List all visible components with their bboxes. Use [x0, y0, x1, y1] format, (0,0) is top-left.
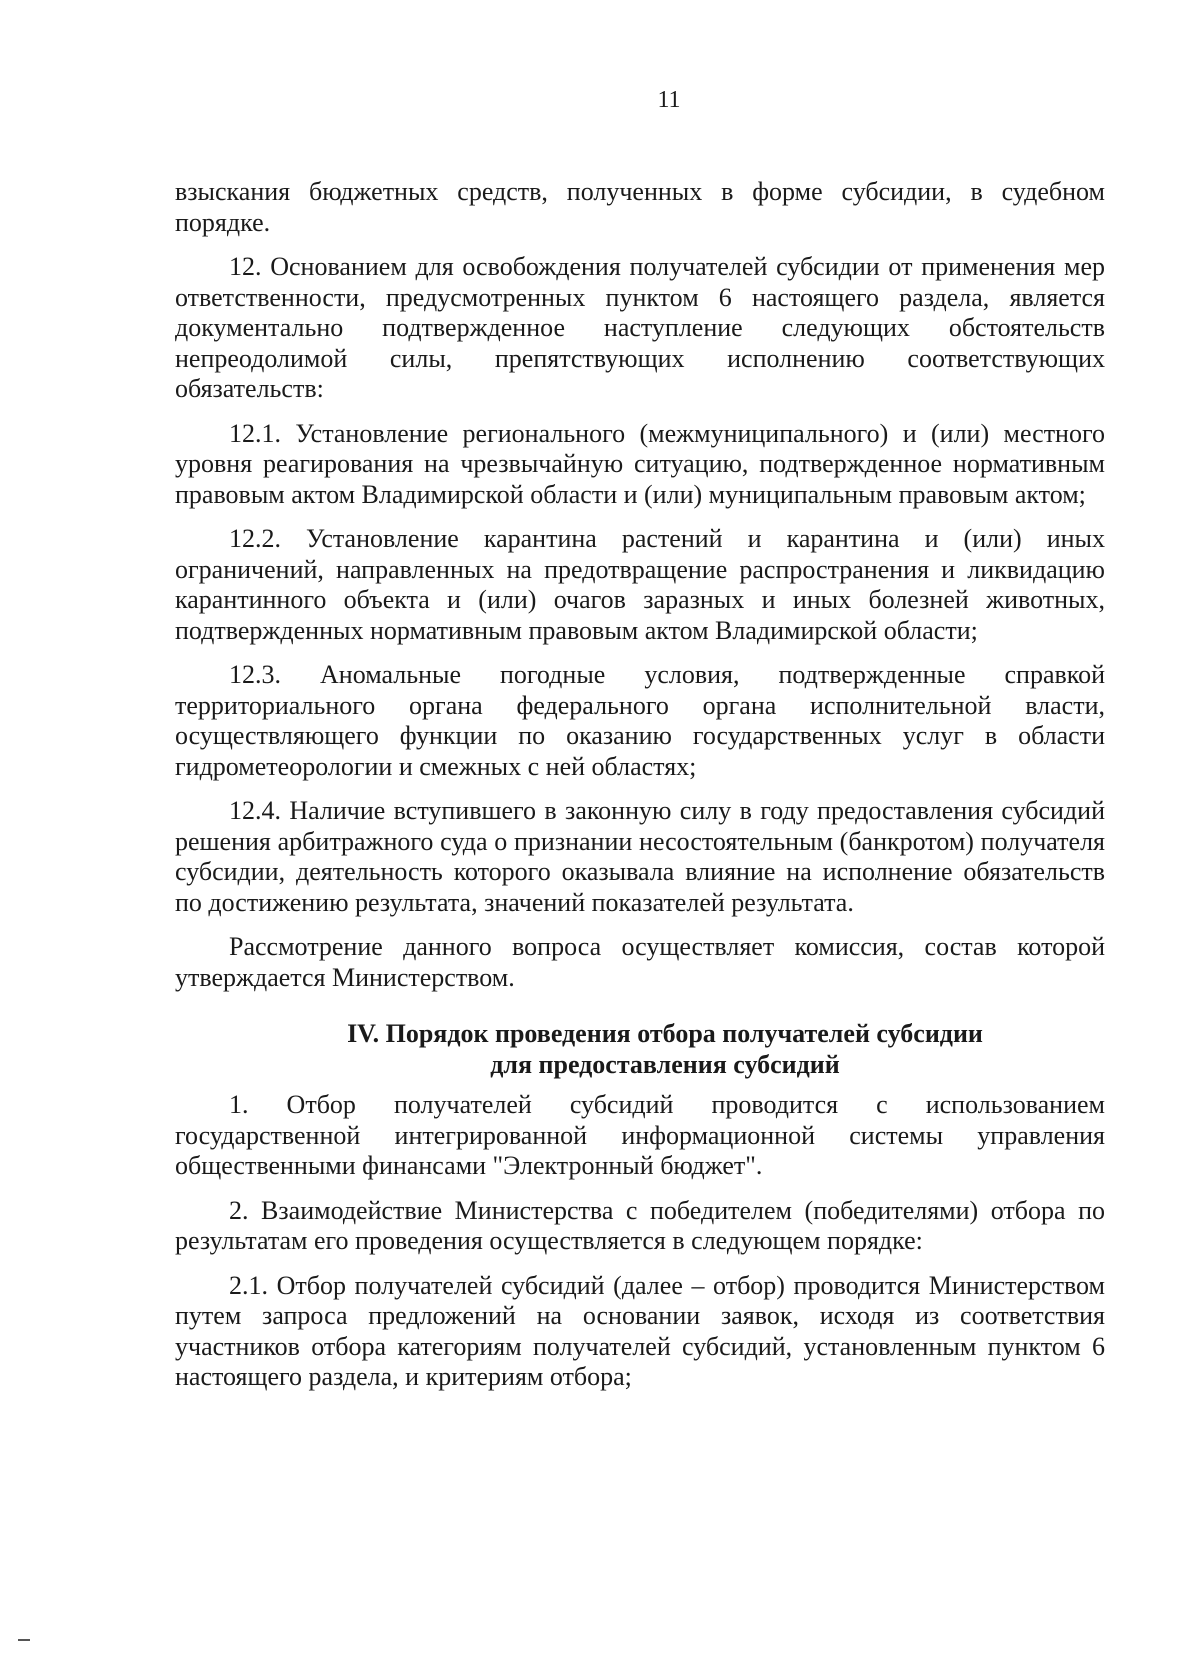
paragraph-iv-2: 2. Взаимодействие Министерства с победителем (победителями) отбора по результатам его проведения осуществляется в следующем порядке:	[175, 1195, 1105, 1255]
scan-corner-mark	[18, 1639, 30, 1641]
section-heading	[225, 1019, 1105, 1080]
section-heading-line-2: для предоставления субсидий	[490, 1049, 840, 1079]
paragraph-commission: Рассмотрение данного вопроса осуществляет комиссия, состав которой утверждается Министерством.	[175, 932, 1105, 992]
document-body	[175, 177, 1105, 1407]
page-number: 11	[657, 87, 681, 113]
paragraph-12-2: 12.2. Установление карантина растений и карантина и (или) иных ограничений, направленных на предотвращение распространения и ликвидацию карантинного объекта и (или) очагов заразных и иных болезней животных, подтвержденных нормативным правовым актом Владимирской области;	[175, 524, 1105, 645]
paragraph-12-1: 12.1. Установление регионального (межмуниципального) и (или) местного уровня реагирования на чрезвычайную ситуацию, подтвержденное нормативным правовым актом Владимирской области и (или) муниципальным правовым актом;	[175, 418, 1105, 509]
section-heading-line-1: IV. Порядок проведения отбора получателей субсидии	[347, 1019, 983, 1048]
paragraph-continuation: взыскания бюджетных средств, полученных в форме субсидии, в судебном порядке.	[175, 177, 1105, 237]
paragraph-iv-1: 1. Отбор получателей субсидий проводится с использованием государственной интегрированной информационной системы управления общественными финансами "Электронный бюджет".	[175, 1090, 1105, 1180]
paragraph-12-4: 12.4. Наличие вступившего в законную силу в году предоставления субсидий решения арбитражного суда о признании несостоятельным (банкротом) получателя субсидии, деятельность которого оказывала влияние на исполнение обязательств по достижению результата, значений показателей результата.	[175, 796, 1105, 917]
paragraph-iv-2-1: 2.1. Отбор получателей субсидий (далее – отбор) проводится Министерством путем запроса предложений на основании заявок, исходя из соответствия участников отбора категориям получателей субсидий, установленным пунктом 6 настоящего раздела, и критериям отбора;	[175, 1270, 1105, 1391]
paragraph-12: 12. Основанием для освобождения получателей субсидии от применения мер ответственности, предусмотренных пунктом 6 настоящего раздела, является документально подтвержденное наступление следующих обстоятельств непреодолимой силы, препятствующих исполнению соответствующих обязательств:	[175, 252, 1105, 403]
paragraph-12-3: 12.3. Аномальные погодные условия, подтвержденные справкой территориального органа федерального органа исполнительной власти, осуществляющего функции по оказанию государственных услуг в области гидрометеорологии и смежных с ней областях;	[175, 660, 1105, 781]
